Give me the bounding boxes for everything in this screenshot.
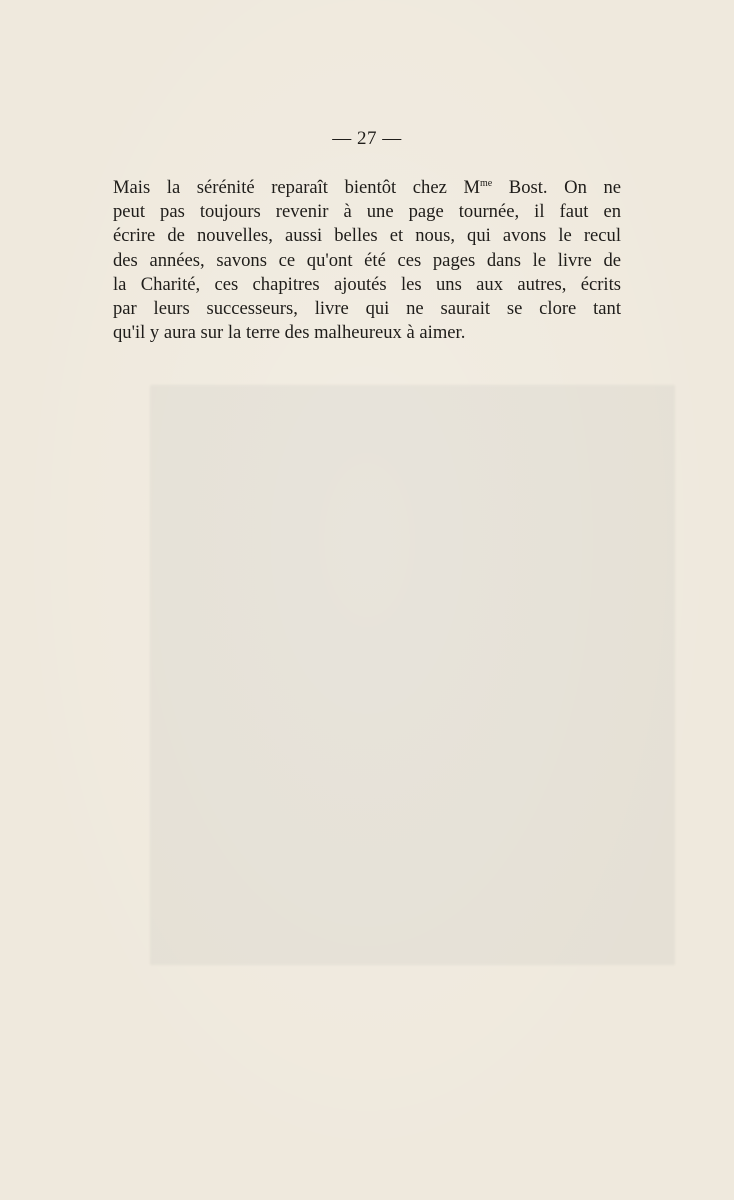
page-number: — 27 — bbox=[332, 128, 402, 149]
paragraph-line-7: qu'il y aura sur la terre des malheureux à aimer. bbox=[113, 322, 466, 344]
reverse-side-bleed-through bbox=[150, 385, 675, 965]
paragraph-line-5: la Charité, ces chapitres ajoutés les uns aux autres, écrits bbox=[113, 273, 621, 295]
paragraph-line-2: peut pas toujours revenir à une page tournée, il faut en bbox=[113, 201, 621, 223]
paragraph-line-3: écrire de nouvelles, aussi belles et nous, qui avons le recul bbox=[113, 225, 621, 247]
paragraph-line-6: par leurs successeurs, livre qui ne saurait se clore tant bbox=[113, 298, 621, 320]
body-paragraph bbox=[113, 176, 621, 345]
paragraph-line-1 bbox=[113, 176, 621, 200]
paragraph-line-4: des années, savons ce qu'ont été ces pages dans le livre de bbox=[113, 249, 621, 271]
superscript-me: me bbox=[479, 178, 493, 189]
line1-after: Bost. On ne bbox=[492, 177, 622, 198]
line1-before: Mais la sérénité reparaît bientôt chez M bbox=[113, 177, 480, 198]
